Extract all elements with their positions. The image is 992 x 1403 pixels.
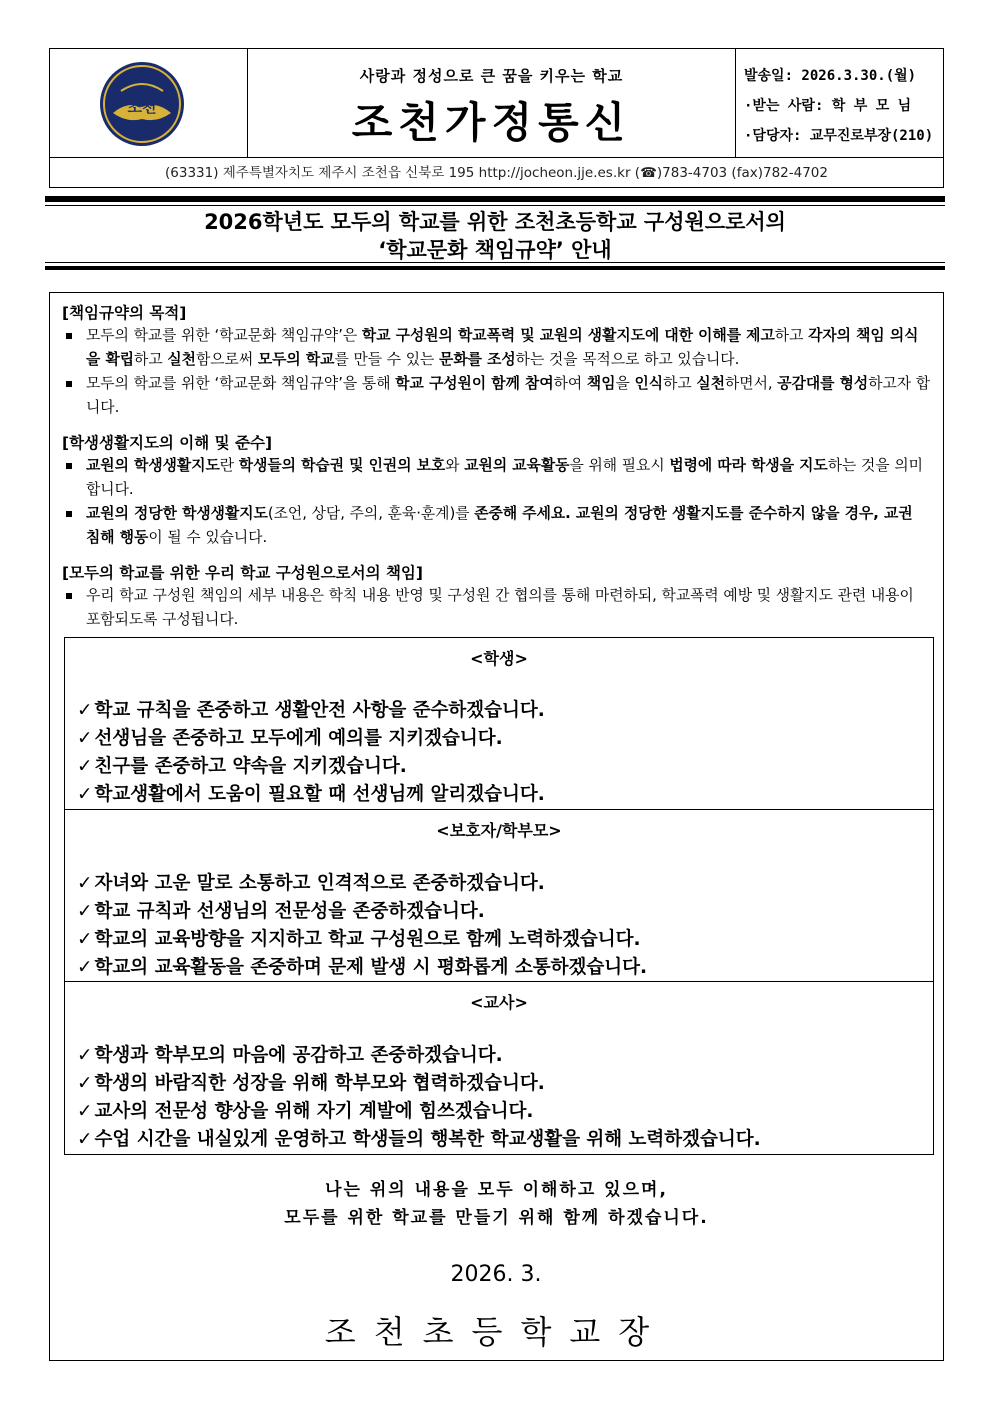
square-bullet-icon [66,463,72,469]
closing-line-2: 모두를 위한 학교를 만들기 위해 함께 하겠습니다. [284,1208,709,1228]
checkmark-icon: ✓ [77,1045,93,1066]
pledge-item: ✓ 친구를 존중하고 약속을 지키겠습니다. [77,756,407,777]
notice-title-line-1: 2026학년도 모두의 학교를 위한 조천초등학교 구성원으로서의 [204,210,786,234]
list-item: 교원의 학생생활지도란 학생들의 학습권 및 인권의 보호와 교원의 교육활동을 위해 필요시 법령에 따라 학생을 지도하는 것을 의미합니다. [64,454,932,502]
logo-cell [50,49,248,157]
section-heading-responsibility: [모두의 학교를 위한 우리 학교 구성원으로서의 책임] [62,564,423,582]
pledge-parents [65,809,933,981]
pledge-item: ✓ 교사의 전문성 향상을 위해 자기 계발에 힘쓰겠습니다. [77,1101,534,1122]
recipient: ·받는 사람: 학 부 모 님 [744,98,912,114]
pledge-item: ✓ 수업 시간을 내실있게 운영하고 학생들의 행복한 학교생활을 위해 노력하겠습니다. [77,1129,761,1150]
pledge-item: ✓ 학생과 학부모의 마음에 공감하고 존중하겠습니다. [77,1045,503,1066]
newsletter-header [49,48,944,188]
pledge-item: ✓ 학교생활에서 도움이 필요할 때 선생님께 알리겠습니다. [77,784,545,805]
banner-rule-bottom-thin [45,262,945,263]
checkmark-icon: ✓ [77,901,93,922]
list-item: 우리 학교 구성원 책임의 세부 내용은 학칙 내용 반영 및 구성원 간 협의를 통해 마련하되, 학교폭력 예방 및 생활지도 관련 내용이 포함되도록 구성됩니다. [64,584,932,632]
pledge-heading-teachers: <교사> [470,993,528,1012]
checkmark-icon: ✓ [77,873,93,894]
issue-date-footer: 2026. 3. [450,1262,542,1287]
list-item: 모두의 학교를 위한 ‘학교문화 책임규약’은 학교 구성원의 학교폭력 및 교원의 생활지도에 대한 이해를 제고하고 각자의 책임 의식을 확립하고 실천함으로써 모두의 학교를 만들 수 있는 문화를 조성하는 것을 목적으로 하고 있습니다. [64,324,932,372]
school-slogan: 사랑과 정성으로 큰 꿈을 키우는 학교 [359,67,624,85]
square-bullet-icon [66,511,72,517]
pledge-heading-students: <학생> [470,649,528,668]
pledge-item: ✓ 학교의 교육활동을 존중하며 문제 발생 시 평화롭게 소통하겠습니다. [77,957,648,978]
notice-title-banner [45,196,945,270]
checkmark-icon: ✓ [77,700,93,721]
pledge-item: ✓ 학교 규칙과 선생님의 전문성을 존중하겠습니다. [77,901,485,922]
pledge-item: ✓ 학교 규칙을 존중하고 생활안전 사항을 준수하겠습니다. [77,700,545,721]
square-bullet-icon [66,381,72,387]
checkmark-icon: ✓ [77,756,93,777]
title-cell [248,49,736,157]
pledge-teachers [65,981,933,1154]
school-address: (63331) 제주특별자치도 제주시 조천읍 신북로 195 http://jocheon.jje.es.kr (☎)783-4703 (fax)782-4702 [50,157,943,188]
pledge-item: ✓ 학교의 교육방향을 지지하고 학교 구성원으로 함께 노력하겠습니다. [77,929,641,950]
main-content-box [49,292,944,1361]
checkmark-icon: ✓ [77,1073,93,1094]
newsletter-title: 조천가정통신 [351,98,632,147]
checkmark-icon: ✓ [77,957,93,978]
meta-cell [736,49,943,157]
square-bullet-icon [66,333,72,339]
checkmark-icon: ✓ [77,1129,93,1150]
list-item: 교원의 정당한 학생생활지도(조언, 상담, 주의, 훈육·훈계)를 존중해 주세요. 교원의 정당한 생활지도를 준수하지 않을 경우, 교권 침해 행동이 될 수 있습니다. [64,502,932,550]
pledge-item: ✓ 선생님을 존중하고 모두에게 예의를 지키겠습니다. [77,728,503,749]
svg-text:조천: 조천 [127,98,157,116]
pledge-item: ✓ 학생의 바람직한 성장을 위해 학부모와 협력하겠습니다. [77,1073,545,1094]
banner-rule-bottom [45,266,945,270]
section-heading-purpose: [책임규약의 목적] [62,304,187,322]
issue-date: 발송일: 2026.3.30.(월) [744,68,917,84]
checkmark-icon: ✓ [77,1101,93,1122]
list-item: 모두의 학교를 위한 ‘학교문화 책임규약’을 통해 학교 구성원이 함께 참여하여 책임을 인식하고 실천하면서, 공감대를 형성하고자 합니다. [64,372,932,420]
closing-line-1: 나는 위의 내용을 모두 이해하고 있으며, [325,1180,668,1200]
principal-signature: 조천초등학교장 [324,1313,668,1351]
checkmark-icon: ✓ [77,784,93,805]
checkmark-icon: ✓ [77,929,93,950]
notice-title-line-2: ‘학교문화 책임규약’ 안내 [378,238,612,262]
pledge-table [64,637,934,1155]
checkmark-icon: ✓ [77,728,93,749]
contact-person: ·담당자: 교무진로부장(210) [744,128,934,144]
pledge-heading-parents: <보호자/학부모> [436,821,562,840]
pledge-item: ✓ 자녀와 고운 말로 소통하고 인격적으로 존중하겠습니다. [77,873,545,894]
pledge-students [65,638,933,809]
square-bullet-icon [66,593,72,599]
section-heading-guidance: [학생생활지도의 이해 및 준수] [62,434,273,452]
school-emblem-logo [99,61,185,147]
banner-rule-top [45,196,945,202]
